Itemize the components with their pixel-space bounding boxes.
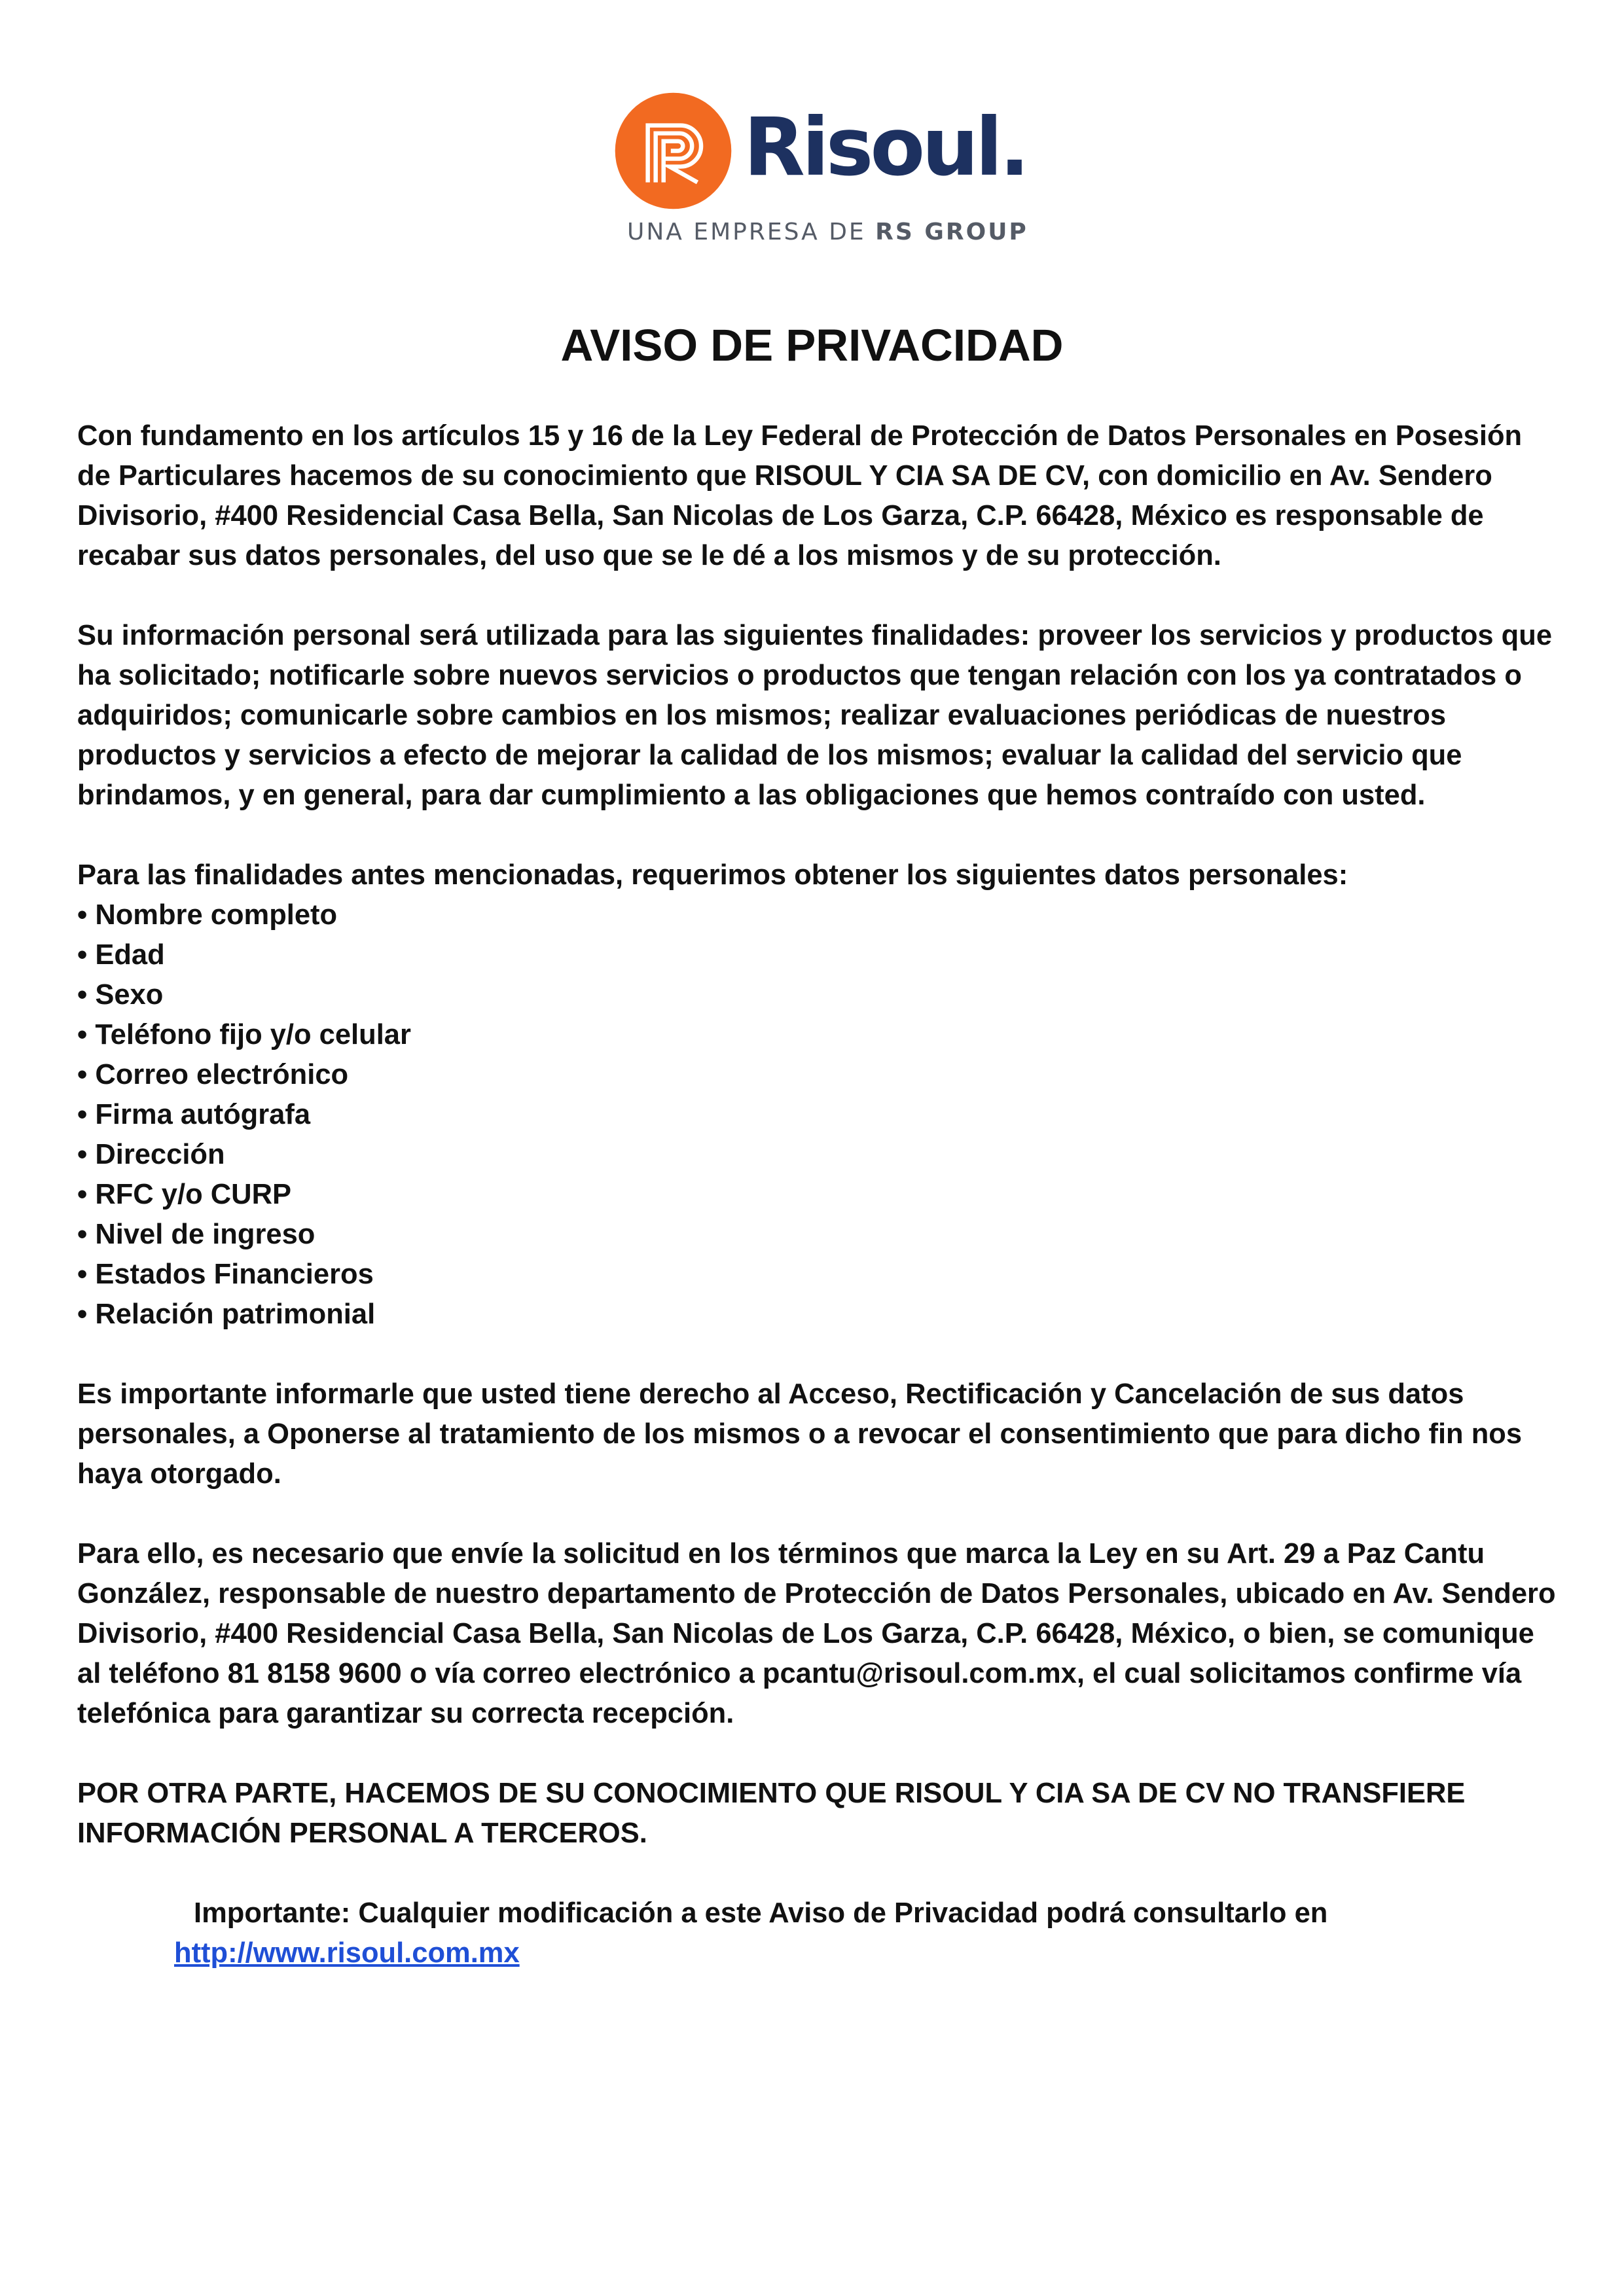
risoul-logo-icon [613,90,734,211]
list-item: • Correo electrónico [77,1059,349,1090]
list-item: • Relación patrimonial [77,1299,376,1330]
website-link-line [77,1933,1558,1973]
paragraph-no-transfer: POR OTRA PARTE, HACEMOS DE SU CONOCIMIENTO QUE RISOUL Y CIA SA DE CV NO TRANSFIERE INFORMACIÓN PERSONAL A TERCEROS. [77,1778,1466,1849]
document-body [77,416,1558,1973]
list-item: • RFC y/o CURP [77,1179,291,1210]
company-logo [613,86,1028,250]
list-item: • Firma autógrafa [77,1099,311,1130]
brand-wordmark: Risoul. [744,101,1027,194]
paragraph-legal-basis: Con fundamento en los artículos 15 y 16 de la Ley Federal de Protección de Datos Personales en Posesión de Particulares hacemos de su conocimiento que RISOUL Y CIA SA DE CV, con domicilio en Av. Sendero Divisorio, #400 Residencial Casa Bella, San Nicolas de Los Garza, C.P. 66428, México es responsable de recabar sus datos personales, del uso que se le dé a los mismos y de su protección. [77,420,1523,571]
list-item: • Estados Financieros [77,1259,374,1290]
list-item: • Sexo [77,979,164,1011]
brand-tagline [627,219,1028,245]
important-note: Importante: Cualquier modificación a este Aviso de Privacidad podrá consultarlo en [194,1897,1328,1929]
paragraph-data-intro: Para las finalidades antes mencionadas, requerimos obtener los siguientes datos personales: [77,859,1348,891]
website-link[interactable]: http://www.risoul.com.mx [174,1937,520,1969]
tagline-group: RS GROUP [875,219,1028,245]
tagline-prefix: UNA EMPRESA DE [627,219,866,245]
list-item: • Nivel de ingreso [77,1219,316,1250]
list-item: • Edad [77,939,165,971]
paragraph-purposes: Su información personal será utilizada para las siguientes finalidades: proveer los servicios y productos que ha solicitado; notificarle sobre nuevos servicios o productos que tengan relación con los ya contratados o adquiridos; comunicarle sobre cambios en los mismos; realizar evaluaciones periódicas de nuestros productos y servicios a efecto de mejorar la calidad de los mismos; evaluar la calidad del servicio que brindamos, y en general, para dar cumplimiento a las obligaciones que hemos contraído con usted. [77,620,1553,811]
paragraph-arco-rights: Es importante informarle que usted tiene derecho al Acceso, Rectificación y Cancelación de sus datos personales, a Oponerse al tratamiento de los mismos o a revocar el consentimiento que para dicho fin nos haya otorgado. [77,1378,1523,1490]
personal-data-list [77,895,1558,1335]
list-item: • Nombre completo [77,899,338,931]
paragraph-request-procedure: Para ello, es necesario que envíe la solicitud en los términos que marca la Ley en su Art. 29 a Paz Cantu González, responsable de nuestro departamento de Protección de Datos Personales, ubicado en Av. Sendero Divisorio, #400 Residencial Casa Bella, San Nicolas de Los Garza, C.P. 66428, México, o bien, se comunique al teléfono 81 8158 9600 o vía correo electrónico a pcantu@risoul.com.mx, el cual solicitamos confirme vía telefónica para garantizar su correcta recepción. [77,1538,1556,1729]
document-title: AVISO DE PRIVACIDAD [560,320,1064,370]
list-item: • Teléfono fijo y/o celular [77,1019,411,1050]
list-item: • Dirección [77,1139,225,1170]
